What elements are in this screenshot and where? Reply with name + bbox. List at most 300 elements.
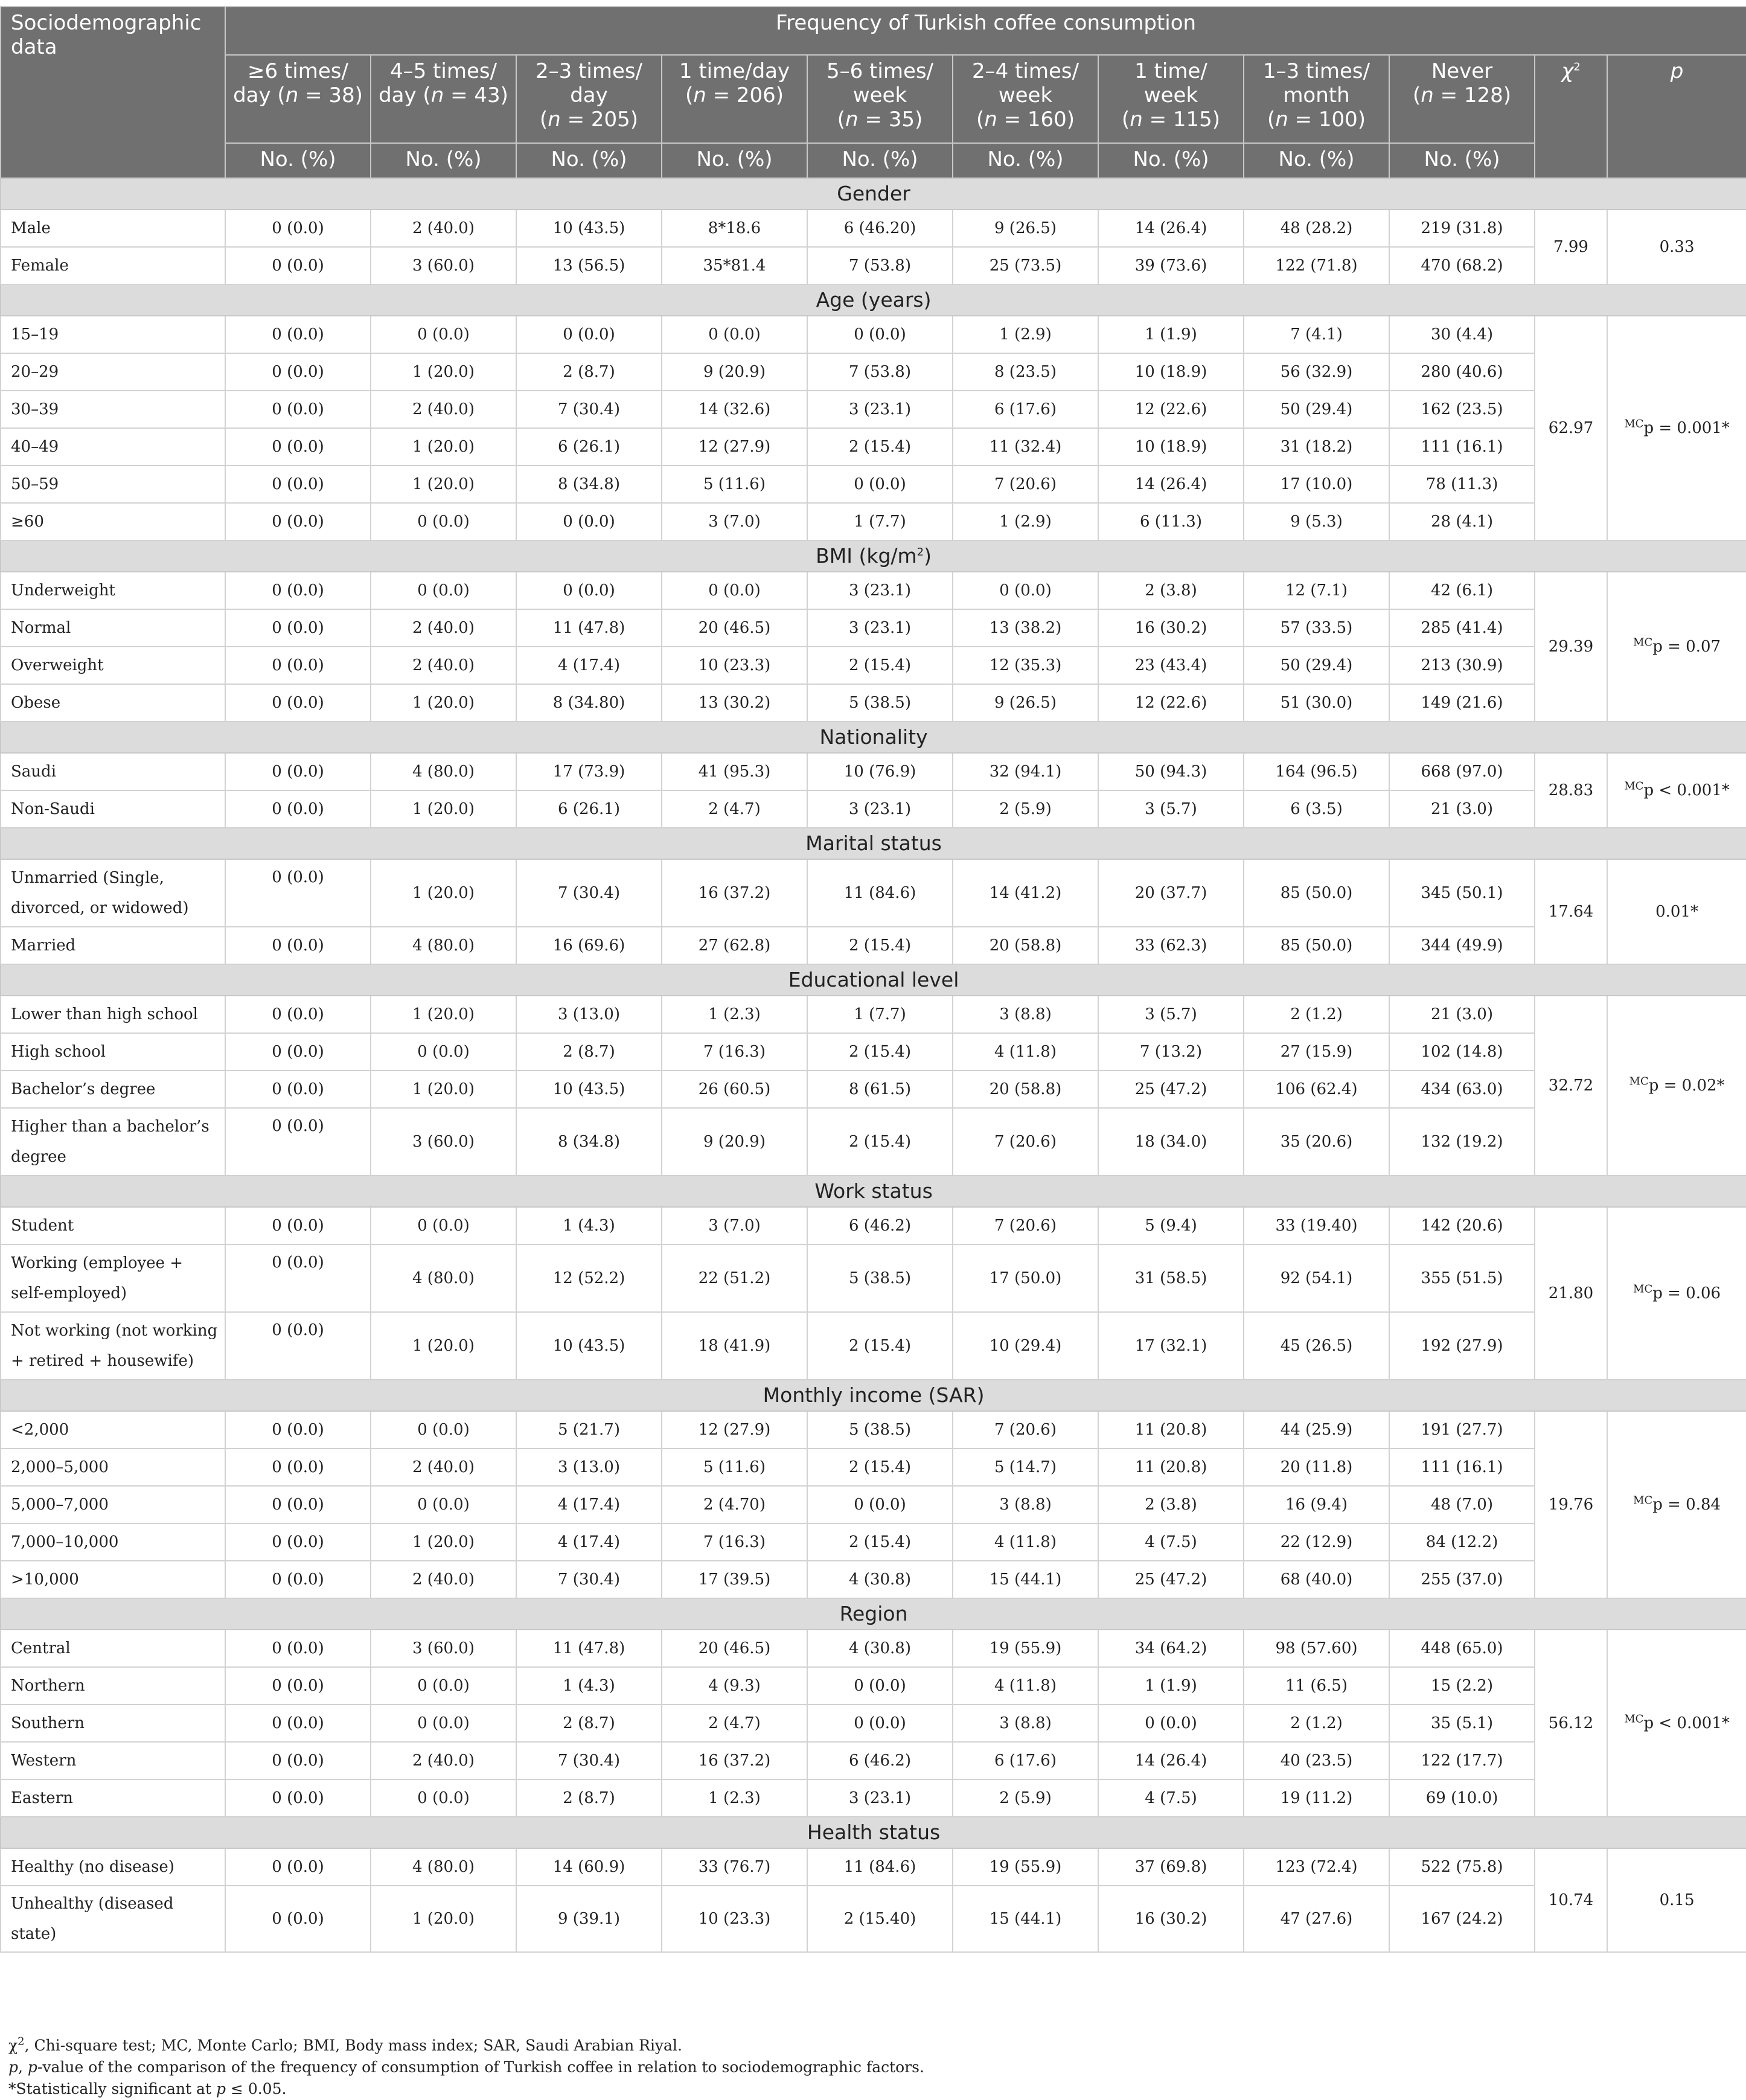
table-cell: 1 (20.0) [371,996,516,1033]
table-cell: 50 (29.4) [1244,391,1389,428]
table-row [1,647,1746,684]
table-row [1,1561,1746,1598]
table-cell: 68 (40.0) [1244,1561,1389,1598]
table-cell: 470 (68.2) [1389,247,1535,284]
table-cell: 2 (40.0) [371,391,516,428]
table-cell: 2 (15.4) [807,428,953,466]
table-cell: 11 (32.4) [953,428,1098,466]
table-cell: 7 (20.6) [953,1207,1098,1244]
table-cell: 19 (55.9) [953,1630,1098,1667]
table-row [1,247,1746,284]
table-cell: 0 (0.0) [225,1848,371,1886]
table-cell: 3 (13.0) [516,996,662,1033]
table-row [1,609,1746,647]
table-cell: 2 (8.7) [516,1033,662,1071]
table-cell: 6 (11.3) [1098,503,1244,540]
table-cell: 17 (10.0) [1244,466,1389,503]
table-cell: 0 (0.0) [371,1779,516,1817]
table-cell: 1 (2.9) [953,316,1098,353]
table-cell: 355 (51.5) [1389,1244,1535,1312]
row-label: Western [1,1742,225,1779]
table-cell: 0 (0.0) [225,353,371,391]
table-cell: 7 (4.1) [1244,316,1389,353]
row-label: Northern [1,1667,225,1705]
table-cell: 4 (11.8) [953,1667,1098,1705]
row-label: Unmarried (Single, divorced, or widowed) [1,859,225,927]
table-cell: 0 (0.0) [225,1486,371,1523]
table-cell: 11 (20.8) [1098,1449,1244,1486]
table-cell: 14 (26.4) [1098,210,1244,247]
table-cell: 0 (0.0) [225,1312,371,1380]
table-cell: 167 (24.2) [1389,1886,1535,1952]
table-cell: 111 (16.1) [1389,428,1535,466]
row-label: Saudi [1,753,225,790]
table-cell: 0 (0.0) [516,503,662,540]
table-cell: 16 (30.2) [1098,609,1244,647]
table-cell: 522 (75.8) [1389,1848,1535,1886]
table-cell: 0 (0.0) [953,572,1098,609]
table-cell: 11 (6.5) [1244,1667,1389,1705]
table-cell: 0 (0.0) [371,572,516,609]
table-cell: 434 (63.0) [1389,1071,1535,1108]
table-row [1,316,1746,353]
table-cell: 98 (57.60) [1244,1630,1389,1667]
table-cell: 0 (0.0) [225,684,371,722]
table-cell: 12 (22.6) [1098,684,1244,722]
footnote-2: p, p-value of the comparison of the frequency of consumption of Turkish coffee in relation to sociodemographic factors. [8,2058,924,2076]
table-cell: 0 (0.0) [225,1742,371,1779]
unit-header: No. (%) [371,143,516,178]
table-cell: 0 (0.0) [662,572,807,609]
table-cell: 45 (26.5) [1244,1312,1389,1380]
table-cell: 2 (40.0) [371,1449,516,1486]
section-header-row [1,1380,1746,1411]
table-row [1,1108,1746,1176]
row-label: Bachelor’s degree [1,1071,225,1108]
table-cell: 16 (37.2) [662,859,807,927]
table-cell: 3 (7.0) [662,1207,807,1244]
table-cell: 6 (17.6) [953,391,1098,428]
table-cell: 16 (69.6) [516,927,662,964]
section-title: Work status [1,1176,1746,1207]
table-cell: 3 (60.0) [371,247,516,284]
table-cell: 0 (0.0) [225,1108,371,1176]
row-label: Eastern [1,1779,225,1817]
table-row [1,210,1746,247]
table-cell: 48 (7.0) [1389,1486,1535,1523]
row-label: 7,000–10,000 [1,1523,225,1561]
table-cell: 0 (0.0) [662,316,807,353]
table-cell: 35 (20.6) [1244,1108,1389,1176]
header-p-value: p [1607,55,1746,178]
header-frequency-title: Frequency of Turkish coffee consumption [225,7,1746,55]
table-cell: 0 (0.0) [371,1667,516,1705]
table-cell: 20 (46.5) [662,1630,807,1667]
table-cell: 1 (2.9) [953,503,1098,540]
unit-header: No. (%) [662,143,807,178]
table-cell: 7 (16.3) [662,1523,807,1561]
table-cell: 1 (20.0) [371,466,516,503]
table-row [1,1630,1746,1667]
table-cell: 5 (38.5) [807,1244,953,1312]
table-container [0,6,1746,1953]
table-cell: 15 (44.1) [953,1561,1098,1598]
table-row [1,1848,1746,1886]
table-cell: 1 (20.0) [371,428,516,466]
table-cell: 2 (40.0) [371,609,516,647]
table-cell: 2 (5.9) [953,1779,1098,1817]
table-cell: 0 (0.0) [225,1561,371,1598]
column-header-1: 4–5 times/ day (n = 43) [371,55,516,143]
table-cell: 21 (3.0) [1389,790,1535,828]
table-cell: 14 (60.9) [516,1848,662,1886]
row-label: Married [1,927,225,964]
table-cell: 0 (0.0) [225,1207,371,1244]
table-cell: 17 (32.1) [1098,1312,1244,1380]
table-cell: 8 (34.8) [516,466,662,503]
table-cell: 41 (95.3) [662,753,807,790]
table-cell: 8 (23.5) [953,353,1098,391]
table-cell: 12 (22.6) [1098,391,1244,428]
table-cell: 0 (0.0) [225,391,371,428]
table-cell: 15 (2.2) [1389,1667,1535,1705]
table-row [1,503,1746,540]
table-cell: 2 (15.4) [807,1033,953,1071]
table-row [1,1244,1746,1312]
table-cell: 1 (1.9) [1098,1667,1244,1705]
table-cell: 0 (0.0) [225,1667,371,1705]
table-cell: 0 (0.0) [225,1449,371,1486]
table-row [1,428,1746,466]
table-cell: 2 (3.8) [1098,1486,1244,1523]
table-cell: 10 (18.9) [1098,353,1244,391]
row-label: <2,000 [1,1411,225,1449]
table-cell: 2 (15.4) [807,1523,953,1561]
table-cell: 3 (23.1) [807,1779,953,1817]
table-row [1,1742,1746,1779]
unit-header: No. (%) [1244,143,1389,178]
table-cell: 668 (97.0) [1389,753,1535,790]
chi-square-value: 32.72 [1535,996,1607,1176]
table-row [1,1705,1746,1742]
table-cell: 1 (20.0) [371,1886,516,1952]
section-title: Nationality [1,722,1746,753]
table-cell: 7 (20.6) [953,1411,1098,1449]
table-cell: 142 (20.6) [1389,1207,1535,1244]
p-value: $^{MC}$p = 0.06 [1607,1207,1746,1380]
table-cell: 0 (0.0) [1098,1705,1244,1742]
table-cell: 6 (26.1) [516,428,662,466]
table-cell: 31 (58.5) [1098,1244,1244,1312]
table-cell: 20 (58.8) [953,927,1098,964]
table-cell: 2 (40.0) [371,1742,516,1779]
table-row [1,466,1746,503]
table-cell: 2 (8.7) [516,1779,662,1817]
row-label: Overweight [1,647,225,684]
table-row [1,353,1746,391]
table-cell: 1 (2.3) [662,1779,807,1817]
row-label: Lower than high school [1,996,225,1033]
section-header-row [1,1817,1746,1848]
table-cell: 4 (17.4) [516,647,662,684]
table-cell: 47 (27.6) [1244,1886,1389,1952]
chi-square-value: 28.83 [1535,753,1607,828]
table-cell: 2 (40.0) [371,1561,516,1598]
table-cell: 1 (1.9) [1098,316,1244,353]
row-label: Female [1,247,225,284]
table-cell: 20 (46.5) [662,609,807,647]
table-row [1,927,1746,964]
table-cell: 27 (15.9) [1244,1033,1389,1071]
table-cell: 11 (84.6) [807,1848,953,1886]
table-cell: 1 (2.3) [662,996,807,1033]
coffee-consumption-table [0,6,1746,1953]
table-cell: 0 (0.0) [225,1411,371,1449]
table-cell: 2 (15.40) [807,1886,953,1952]
column-header-8: Never (n = 128) [1389,55,1535,143]
table-cell: 7 (53.8) [807,353,953,391]
table-cell: 10 (29.4) [953,1312,1098,1380]
table-cell: 13 (56.5) [516,247,662,284]
table-cell: 4 (9.3) [662,1667,807,1705]
table-cell: 8 (34.8) [516,1108,662,1176]
table-cell: 11 (20.8) [1098,1411,1244,1449]
table-cell: 25 (73.5) [953,247,1098,284]
row-label: Non-Saudi [1,790,225,828]
table-cell: 40 (23.5) [1244,1742,1389,1779]
table-cell: 219 (31.8) [1389,210,1535,247]
table-cell: 2 (15.4) [807,1449,953,1486]
table-cell: 37 (69.8) [1098,1848,1244,1886]
table-cell: 4 (30.8) [807,1561,953,1598]
chi-square-value: 10.74 [1535,1848,1607,1952]
table-cell: 0 (0.0) [371,1411,516,1449]
table-cell: 7 (16.3) [662,1033,807,1071]
table-cell: 5 (21.7) [516,1411,662,1449]
table-cell: 85 (50.0) [1244,927,1389,964]
table-cell: 0 (0.0) [516,316,662,353]
table-cell: 27 (62.8) [662,927,807,964]
section-header-row [1,828,1746,859]
table-cell: 0 (0.0) [225,503,371,540]
table-cell: 2 (8.7) [516,1705,662,1742]
table-cell: 0 (0.0) [225,996,371,1033]
table-cell: 7 (20.6) [953,466,1098,503]
table-cell: 0 (0.0) [225,927,371,964]
table-cell: 8 (61.5) [807,1071,953,1108]
table-cell: 1 (20.0) [371,1312,516,1380]
table-cell: 2 (15.4) [807,1108,953,1176]
row-label: Southern [1,1705,225,1742]
table-cell: 0 (0.0) [371,1486,516,1523]
unit-header: No. (%) [953,143,1098,178]
section-title: BMI $(kg/m^2)$ [1,540,1746,572]
table-cell: 123 (72.4) [1244,1848,1389,1886]
table-cell: 9 (26.5) [953,684,1098,722]
table-cell: 92 (54.1) [1244,1244,1389,1312]
table-cell: 132 (19.2) [1389,1108,1535,1176]
table-cell: 1 (20.0) [371,353,516,391]
section-title: Region [1,1598,1746,1630]
table-cell: 33 (76.7) [662,1848,807,1886]
table-row [1,1449,1746,1486]
table-cell: 5 (11.6) [662,466,807,503]
table-cell: 2 (4.70) [662,1486,807,1523]
table-cell: 35 (5.1) [1389,1705,1535,1742]
table-row [1,1411,1746,1449]
table-cell: 12 (27.9) [662,1411,807,1449]
column-header-0: ≥6 times/ day (n = 38) [225,55,371,143]
table-cell: 20 (58.8) [953,1071,1098,1108]
table-cell: 13 (38.2) [953,609,1098,647]
row-label: Unhealthy (diseased state) [1,1886,225,1952]
p-value: $^{MC}$p = 0.02* [1607,996,1746,1176]
table-cell: 285 (41.4) [1389,609,1535,647]
table-row [1,1312,1746,1380]
table-cell: 9 (20.9) [662,353,807,391]
p-value: $^{MC}$p < 0.001* [1607,753,1746,828]
row-label: Higher than a bachelor’s degree [1,1108,225,1176]
table-cell: 280 (40.6) [1389,353,1535,391]
p-value: $^{MC}$p = 0.84 [1607,1411,1746,1598]
table-cell: 192 (27.9) [1389,1312,1535,1380]
table-cell: 18 (41.9) [662,1312,807,1380]
p-value: 0.01* [1607,859,1746,964]
table-cell: 1 (20.0) [371,684,516,722]
table-cell: 0 (0.0) [225,1071,371,1108]
table-row [1,790,1746,828]
row-label: Working (employee + self-employed) [1,1244,225,1312]
table-cell: 3 (60.0) [371,1630,516,1667]
table-cell: 1 (20.0) [371,859,516,927]
section-header-row [1,964,1746,996]
section-title: Age (years) [1,284,1746,316]
table-cell: 84 (12.2) [1389,1523,1535,1561]
column-header-7: 1–3 times/ month (n = 100) [1244,55,1389,143]
header-sociodemographic: Sociodemographic data [1,7,225,178]
table-row [1,996,1746,1033]
p-value: 0.15 [1607,1848,1746,1952]
unit-header: No. (%) [807,143,953,178]
column-header-6: 1 time/ week (n = 115) [1098,55,1244,143]
table-cell: 0 (0.0) [225,247,371,284]
table-cell: 14 (32.6) [662,391,807,428]
table-cell: 0 (0.0) [225,1779,371,1817]
table-cell: 0 (0.0) [807,1705,953,1742]
table-cell: 3 (23.1) [807,609,953,647]
row-label: 5,000–7,000 [1,1486,225,1523]
row-label: Underweight [1,572,225,609]
table-cell: 32 (94.1) [953,753,1098,790]
table-cell: 6 (26.1) [516,790,662,828]
table-cell: 0 (0.0) [807,1486,953,1523]
table-row [1,1071,1746,1108]
table-cell: 25 (47.2) [1098,1071,1244,1108]
table-cell: 4 (80.0) [371,1244,516,1312]
table-cell: 7 (20.6) [953,1108,1098,1176]
table-cell: 4 (80.0) [371,927,516,964]
table-cell: 4 (80.0) [371,753,516,790]
table-cell: 3 (60.0) [371,1108,516,1176]
table-cell: 0 (0.0) [225,428,371,466]
table-cell: 20 (11.8) [1244,1449,1389,1486]
table-cell: 0 (0.0) [807,466,953,503]
table-cell: 6 (3.5) [1244,790,1389,828]
table-cell: 7 (30.4) [516,859,662,927]
chi-square-value: 56.12 [1535,1630,1607,1817]
table-cell: 213 (30.9) [1389,647,1535,684]
table-cell: 14 (26.4) [1098,466,1244,503]
section-header-row [1,178,1746,210]
table-cell: 50 (94.3) [1098,753,1244,790]
table-cell: 9 (5.3) [1244,503,1389,540]
section-title: Monthly income (SAR) [1,1380,1746,1411]
table-cell: 2 (1.2) [1244,1705,1389,1742]
table-cell: 10 (18.9) [1098,428,1244,466]
table-cell: 1 (4.3) [516,1207,662,1244]
table-cell: 30 (4.4) [1389,316,1535,353]
row-label: Student [1,1207,225,1244]
table-cell: 2 (4.7) [662,1705,807,1742]
table-cell: 39 (73.6) [1098,247,1244,284]
table-cell: 191 (27.7) [1389,1411,1535,1449]
table-row [1,1486,1746,1523]
table-cell: 344 (49.9) [1389,927,1535,964]
p-value: $^{MC}$p < 0.001* [1607,1630,1746,1817]
unit-header: No. (%) [225,143,371,178]
table-cell: 14 (41.2) [953,859,1098,927]
row-label: 30–39 [1,391,225,428]
table-cell: 0 (0.0) [225,316,371,353]
table-cell: 162 (23.5) [1389,391,1535,428]
row-label: 40–49 [1,428,225,466]
table-cell: 10 (43.5) [516,1312,662,1380]
table-cell: 16 (30.2) [1098,1886,1244,1952]
table-cell: 1 (20.0) [371,1523,516,1561]
table-cell: 3 (23.1) [807,790,953,828]
table-cell: 12 (52.2) [516,1244,662,1312]
table-cell: 3 (7.0) [662,503,807,540]
table-cell: 7 (13.2) [1098,1033,1244,1071]
table-row [1,684,1746,722]
table-row [1,572,1746,609]
table-cell: 3 (5.7) [1098,996,1244,1033]
table-cell: 1 (7.7) [807,996,953,1033]
table-cell: 8*18.6 [662,210,807,247]
table-cell: 9 (26.5) [953,210,1098,247]
footnote-3: *Statistically significant at p ≤ 0.05. [8,2080,287,2098]
table-cell: 3 (13.0) [516,1449,662,1486]
row-label: Obese [1,684,225,722]
column-header-2: 2–3 times/ day (n = 205) [516,55,662,143]
table-cell: 3 (23.1) [807,391,953,428]
table-cell: 12 (27.9) [662,428,807,466]
p-value: $^{MC}$p = 0.001* [1607,316,1746,540]
table-cell: 18 (34.0) [1098,1108,1244,1176]
table-cell: 33 (19.40) [1244,1207,1389,1244]
unit-header: No. (%) [1389,143,1535,178]
table-cell: 23 (43.4) [1098,647,1244,684]
table-cell: 20 (37.7) [1098,859,1244,927]
p-value: 0.33 [1607,210,1746,284]
row-label: Healthy (no disease) [1,1848,225,1886]
table-row [1,1886,1746,1952]
table-cell: 31 (18.2) [1244,428,1389,466]
table-cell: 22 (12.9) [1244,1523,1389,1561]
table-cell: 10 (43.5) [516,1071,662,1108]
table-cell: 10 (43.5) [516,210,662,247]
table-cell: 17 (50.0) [953,1244,1098,1312]
